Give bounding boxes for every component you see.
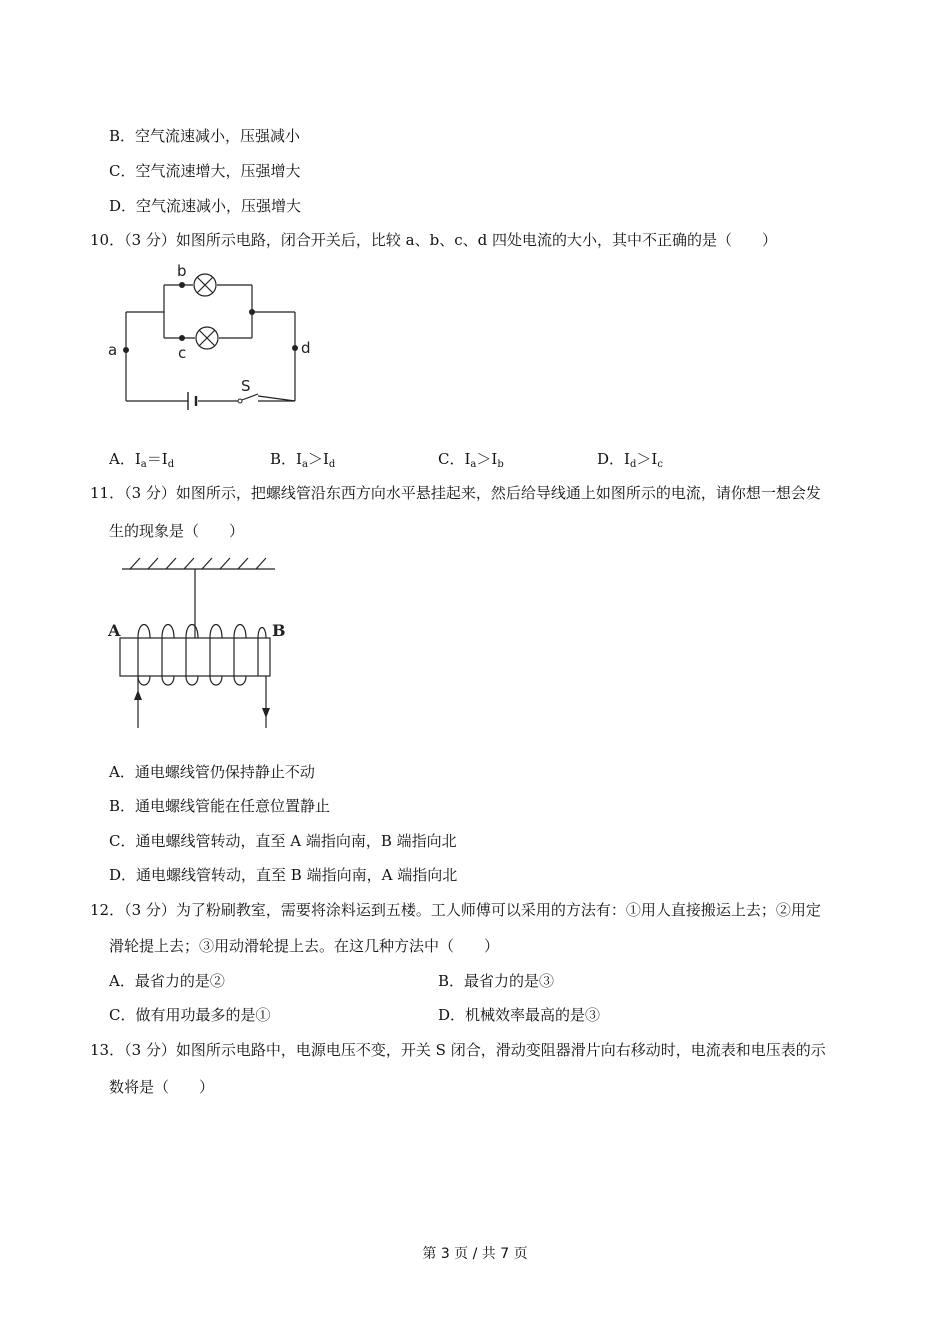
q13-stem-line1: 13．（3 分）如图所示电路中，电源电压不变，开关 S 闭合，滑动变阻器滑片向右移动时，电流表和电压表的示 [90, 1041, 826, 1059]
q10-option-b: B．$I_a>I_d$ [270, 450, 336, 470]
q11-option-a: A．通电螺线管仍保持静止不动 [109, 763, 315, 781]
q9-option-b: B．空气流速减小，压强减小 [109, 127, 301, 145]
q10-option-d: D．$I_d>I_c$ [597, 450, 663, 470]
q10-option-c: C．$I_a>I_b$ [438, 450, 504, 470]
q11-label-a: A [108, 621, 121, 640]
q12-stem-line1: 12．（3 分）为了粉刷教室，需要将涂料运到五楼。工人师傅可以采用的方法有：①用人直接搬运上去；②用定 [90, 901, 821, 919]
q10-stem: 10．（3 分）如图所示电路，闭合开关后，比较 a、b、c、d 四处电流的大小，其中不正确的是（ ） [90, 231, 777, 249]
q10-label-a: a [108, 341, 118, 359]
q11-solenoid-diagram [100, 550, 300, 735]
q11-option-b: B．通电螺线管能在任意位置静止 [109, 797, 331, 815]
q11-option-c: C．通电螺线管转动，直至 A 端指向南，B 端指向北 [109, 832, 457, 850]
page-footer: 第 3 页 / 共 7 页 [422, 1246, 528, 1262]
q12-option-a: A．最省力的是② [109, 972, 225, 990]
q10-option-a: A．$I_a=I_d$ [109, 450, 175, 470]
q10-circuit-diagram [100, 258, 330, 418]
q11-option-d: D．通电螺线管转动，直至 B 端指向南，A 端指向北 [109, 866, 458, 884]
q12-stem-line2: 滑轮提上去；③用动滑轮提上去。在这几种方法中（ ） [109, 937, 500, 955]
q11-label-b: B [272, 621, 286, 640]
q10-label-b: b [177, 262, 187, 280]
q12-option-c: C．做有用功最多的是① [109, 1006, 271, 1024]
q9-option-d: D．空气流速减小，压强增大 [109, 197, 302, 215]
q12-option-b: B．最省力的是③ [438, 972, 555, 990]
q9-option-c: C．空气流速增大，压强增大 [109, 162, 301, 180]
q11-stem-line2: 生的现象是（ ） [109, 522, 245, 540]
q10-label-s: S [241, 377, 251, 395]
q10-label-d: d [301, 339, 311, 357]
q12-option-d: D．机械效率最高的是③ [438, 1006, 601, 1024]
q13-stem-line2: 数将是（ ） [109, 1078, 215, 1096]
q10-label-c: c [178, 344, 187, 362]
q11-stem-line1: 11．（3 分）如图所示，把螺线管沿东西方向水平悬挂起来，然后给导线通上如图所示的电流，请你想一想会发 [90, 484, 821, 502]
